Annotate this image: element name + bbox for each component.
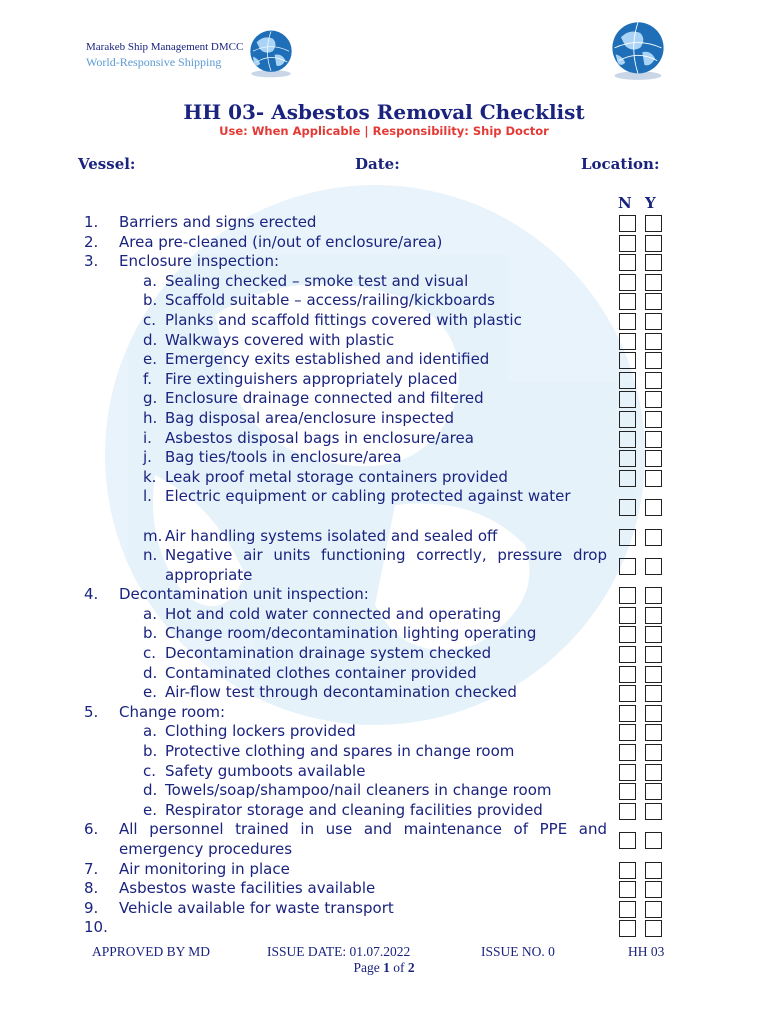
checklist-item	[0, 389, 768, 409]
company-block	[86, 40, 243, 70]
checklist-item	[0, 350, 768, 370]
item-marker: 2.	[84, 232, 99, 251]
item-text: Respirator storage and cleaning facilities provided	[165, 800, 543, 819]
item-marker: c.	[143, 761, 157, 780]
checkbox-n[interactable]	[619, 470, 636, 487]
item-marker: b.	[143, 742, 158, 761]
item-marker: e.	[143, 800, 157, 819]
checklist-item	[0, 546, 768, 585]
checkbox-n[interactable]	[619, 372, 636, 389]
item-text: Air handling systems isolated and sealed off	[165, 526, 498, 545]
page-prefix: Page	[353, 960, 384, 975]
column-header-n: N	[618, 194, 632, 212]
item-marker: e.	[143, 350, 157, 369]
item-text: Barriers and signs erected	[119, 213, 317, 231]
checkbox-n[interactable]	[619, 646, 636, 663]
checkbox-y[interactable]	[645, 803, 662, 820]
checkbox-y[interactable]	[645, 215, 662, 232]
item-marker: a.	[143, 604, 157, 623]
checkbox-n[interactable]	[619, 881, 636, 898]
item-text: Electric equipment or cabling protected against water	[165, 487, 571, 506]
item-marker: a.	[143, 271, 157, 290]
checkbox-y[interactable]	[645, 254, 662, 271]
checkbox-n[interactable]	[619, 901, 636, 918]
checklist-item	[0, 683, 768, 703]
item-text: Decontamination drainage system checked	[165, 644, 492, 663]
footer-issue-no: ISSUE NO. 0	[481, 944, 555, 959]
item-marker: h.	[143, 408, 158, 427]
checkbox-y[interactable]	[645, 666, 662, 683]
checkbox-n[interactable]	[619, 724, 636, 741]
item-marker: e.	[143, 683, 157, 702]
checklist-item	[0, 252, 768, 272]
company-name: Marakeb Ship Management DMCC	[86, 41, 244, 53]
item-text: Negative air units functioning correctly, pressure drop appropriate	[165, 546, 607, 584]
item-marker: a.	[143, 722, 157, 741]
page-total: 2	[407, 960, 415, 975]
document-subtitle: Use: When Applicable | Responsibility: Ship Doctor	[219, 124, 549, 138]
checkbox-y[interactable]	[645, 274, 662, 291]
checkbox-n[interactable]	[619, 431, 636, 448]
checkbox-y[interactable]	[645, 646, 662, 663]
checklist-item	[0, 272, 768, 292]
checklist-item	[0, 213, 768, 233]
item-text: Planks and scaffold fittings covered with plastic	[165, 310, 522, 329]
checkbox-n[interactable]	[619, 352, 636, 369]
item-marker: c.	[143, 310, 157, 329]
checklist-item	[0, 487, 768, 526]
item-marker: 4.	[84, 585, 99, 604]
item-text: Towels/soap/shampoo/nail cleaners in change room	[165, 781, 552, 800]
date-label: Date:	[355, 155, 400, 173]
company-logo-globe	[244, 26, 298, 80]
item-marker: i.	[143, 428, 152, 447]
checklist-item	[0, 331, 768, 351]
checkbox-y[interactable]	[645, 705, 662, 722]
vessel-label: Vessel:	[78, 155, 136, 173]
company-tagline: World-Responsive Shipping	[86, 55, 222, 69]
checkbox-y[interactable]	[645, 293, 662, 310]
item-text: Air-flow test through decontamination checked	[165, 683, 517, 702]
item-marker: 10.	[84, 918, 108, 937]
item-text: All personnel trained in use and maintenance of PPE and emergency procedures	[119, 820, 607, 858]
item-text: Decontamination unit inspection:	[119, 585, 369, 604]
checkbox-n[interactable]	[619, 862, 636, 879]
checkbox-n[interactable]	[619, 391, 636, 408]
item-marker: j.	[143, 448, 152, 467]
item-text: Asbestos disposal bags in enclosure/area	[165, 428, 474, 447]
checkbox-y[interactable]	[645, 862, 662, 879]
item-marker: d.	[143, 663, 158, 682]
item-text: Asbestos waste facilities available	[119, 879, 376, 898]
column-header-y: Y	[645, 194, 656, 212]
checklist-item	[0, 311, 768, 331]
item-text: Fire extinguishers appropriately placed	[165, 369, 458, 388]
checkbox-y[interactable]	[645, 529, 662, 546]
item-marker: b.	[143, 624, 158, 643]
checklist-item	[0, 233, 768, 253]
checkbox-y[interactable]	[645, 499, 662, 516]
item-marker: 9.	[84, 898, 99, 917]
item-text: Protective clothing and spares in change room	[165, 742, 515, 761]
checklist-item	[0, 801, 768, 821]
item-text: Emergency exits established and identified	[165, 350, 490, 369]
item-marker: 5.	[84, 702, 99, 721]
item-marker: n.	[143, 546, 158, 565]
checkbox-n[interactable]	[619, 626, 636, 643]
checkbox-n[interactable]	[619, 783, 636, 800]
checkbox-n[interactable]	[619, 450, 636, 467]
checkbox-y[interactable]	[645, 881, 662, 898]
checkbox-y[interactable]	[645, 391, 662, 408]
item-text: Enclosure inspection:	[119, 252, 280, 271]
item-text: Air monitoring in place	[119, 859, 290, 878]
checkbox-n[interactable]	[619, 666, 636, 683]
item-marker: 8.	[84, 879, 99, 898]
checkbox-n[interactable]	[619, 215, 636, 232]
checklist-item	[0, 409, 768, 429]
item-marker: 7.	[84, 859, 99, 878]
checkbox-y[interactable]	[645, 411, 662, 428]
item-marker: 1.	[84, 213, 99, 231]
checkbox-y[interactable]	[645, 470, 662, 487]
checkbox-y[interactable]	[645, 235, 662, 252]
checklist-item	[0, 762, 768, 782]
checklist-item	[0, 722, 768, 742]
page-number	[0, 960, 768, 976]
item-text: Bag disposal area/enclosure inspected	[165, 408, 455, 427]
checkbox-n[interactable]	[619, 587, 636, 604]
checkbox-n[interactable]	[619, 685, 636, 702]
checkbox-y[interactable]	[645, 920, 662, 937]
footer-doc-code: HH 03	[628, 944, 665, 959]
checkbox-y[interactable]	[645, 783, 662, 800]
checkbox-y[interactable]	[645, 764, 662, 781]
checkbox-n[interactable]	[619, 274, 636, 291]
checklist-item	[0, 918, 768, 938]
checklist-item	[0, 624, 768, 644]
checkbox-y[interactable]	[645, 450, 662, 467]
checkbox-y[interactable]	[645, 724, 662, 741]
item-marker: g.	[143, 389, 158, 408]
checkbox-n[interactable]	[619, 832, 636, 849]
item-marker: f.	[143, 369, 152, 388]
checklist-item	[0, 468, 768, 488]
checkbox-n[interactable]	[619, 803, 636, 820]
globe-logo-icon	[606, 18, 670, 82]
item-text: Leak proof metal storage containers provided	[165, 467, 508, 486]
checkbox-y[interactable]	[645, 558, 662, 575]
checkbox-n[interactable]	[619, 254, 636, 271]
checkbox-y[interactable]	[645, 901, 662, 918]
checkbox-y[interactable]	[645, 626, 662, 643]
item-text: Area pre-cleaned (in/out of enclosure/area)	[119, 232, 443, 251]
checkbox-y[interactable]	[645, 607, 662, 624]
item-text: Hot and cold water connected and operating	[165, 604, 502, 623]
checkbox-n[interactable]	[619, 235, 636, 252]
checklist-item	[0, 448, 768, 468]
item-text: Scaffold suitable – access/railing/kickboards	[165, 291, 495, 310]
checklist-item	[0, 899, 768, 919]
item-text: Safety gumboots available	[165, 761, 366, 780]
checklist-item	[0, 742, 768, 762]
checkbox-n[interactable]	[619, 529, 636, 546]
item-marker: b.	[143, 291, 158, 310]
checkbox-n[interactable]	[619, 333, 636, 350]
checklist-item	[0, 605, 768, 625]
checklist-item	[0, 820, 768, 859]
checkbox-y[interactable]	[645, 431, 662, 448]
checkbox-y[interactable]	[645, 685, 662, 702]
item-marker: 3.	[84, 252, 99, 271]
location-label: Location:	[581, 155, 660, 173]
checklist-item	[0, 644, 768, 664]
checklist	[0, 213, 768, 938]
item-text: Sealing checked – smoke test and visual	[165, 271, 469, 290]
checklist-item	[0, 370, 768, 390]
footer-issue-date: ISSUE DATE: 01.07.2022	[267, 944, 411, 959]
checkbox-y[interactable]	[645, 333, 662, 350]
checkbox-y[interactable]	[645, 832, 662, 849]
item-marker: d.	[143, 330, 158, 349]
item-marker: d.	[143, 781, 158, 800]
checkbox-n[interactable]	[619, 607, 636, 624]
item-marker: l.	[143, 487, 152, 506]
checkbox-y[interactable]	[645, 372, 662, 389]
checkbox-n[interactable]	[619, 293, 636, 310]
item-marker: c.	[143, 644, 157, 663]
document-title: HH 03- Asbestos Removal Checklist	[183, 100, 585, 124]
checklist-item	[0, 291, 768, 311]
checklist-item	[0, 585, 768, 605]
checkbox-y[interactable]	[645, 587, 662, 604]
checklist-item	[0, 703, 768, 723]
item-marker: 6.	[84, 820, 99, 839]
checkbox-n[interactable]	[619, 764, 636, 781]
checkbox-n[interactable]	[619, 313, 636, 330]
item-text: Bag ties/tools in enclosure/area	[165, 448, 402, 467]
page-current: 1	[383, 960, 390, 975]
item-text: Clothing lockers provided	[165, 722, 356, 741]
footer-approved: APPROVED BY MD	[92, 944, 211, 959]
checkbox-n[interactable]	[619, 744, 636, 761]
item-text: Vehicle available for waste transport	[119, 898, 394, 917]
checklist-item	[0, 429, 768, 449]
item-text: Change room/decontamination lighting operating	[165, 624, 537, 643]
checkbox-n[interactable]	[619, 705, 636, 722]
checkbox-y[interactable]	[645, 313, 662, 330]
checkbox-y[interactable]	[645, 744, 662, 761]
checkbox-n[interactable]	[619, 411, 636, 428]
item-text: Walkways covered with plastic	[165, 330, 395, 349]
item-text: Contaminated clothes container provided	[165, 663, 477, 682]
checklist-item	[0, 860, 768, 880]
checkbox-n[interactable]	[619, 920, 636, 937]
checklist-item	[0, 664, 768, 684]
checkbox-n[interactable]	[619, 558, 636, 575]
page-of: of	[389, 960, 408, 975]
checklist-item	[0, 527, 768, 547]
checklist-item	[0, 879, 768, 899]
checklist-item	[0, 781, 768, 801]
item-marker: m.	[143, 526, 163, 545]
checkbox-n[interactable]	[619, 499, 636, 516]
item-marker: k.	[143, 467, 157, 486]
item-text: Change room:	[119, 702, 226, 721]
item-text: Enclosure drainage connected and filtered	[165, 389, 484, 408]
checkbox-y[interactable]	[645, 352, 662, 369]
